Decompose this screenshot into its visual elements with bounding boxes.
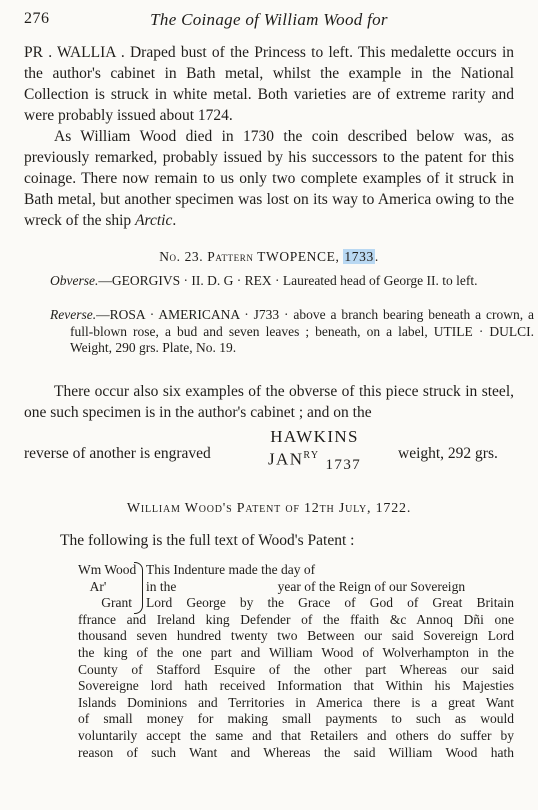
reverse-label: Reverse.	[50, 307, 97, 322]
engraving-month-sup: RY	[303, 450, 320, 461]
wood-death-paragraph	[24, 126, 514, 231]
patent-heading: William Wood's Patent of 12th July, 1722.	[126, 501, 412, 516]
steel-examples-paragraph: There occur also six examples of the obverse of this piece struck in steel, one such specimen is in the author's cabinet ; and on the	[24, 383, 514, 421]
patent-line: Sovereigne lord hath received Information that Within his Majesties	[78, 678, 514, 694]
running-title: The Coinage of William Wood for	[150, 10, 388, 29]
page-header	[24, 6, 514, 30]
page-number: 276	[24, 10, 50, 27]
engraving-name: HAWKINS	[270, 427, 359, 446]
patent-line: Islands Dominions and Territories in America there is a great Want	[78, 694, 514, 710]
patent-line: of small money for making small payments to such as would	[78, 711, 514, 727]
side-label: Ar'	[89, 578, 107, 594]
engraving-month: JAN	[268, 449, 304, 469]
pattern-year-highlight: 1733	[344, 249, 374, 264]
patent-line: the king of the one part and William Wood of Wolverhampton in the	[78, 645, 514, 660]
obverse-label: Obverse.	[50, 273, 99, 288]
pattern-heading-main: No. 23. Pattern TWOPENCE,	[159, 249, 344, 264]
patent-intro: The following is the full text of Wood's Patent :	[60, 532, 355, 549]
engraving-lead: reverse of another is engraved	[24, 445, 211, 462]
side-label: Wm Wood	[78, 562, 137, 577]
patent-line: reason of such Want and Whereas the said William Wood hath	[78, 744, 514, 760]
para2-end: .	[172, 212, 177, 229]
medalette-paragraph	[24, 42, 514, 126]
medalette-description: Draped bust of the Princess to left. This medalette occurs in the author's cabinet in Bath metal, whilst the example in the National Collection is struck in white metal. Both varieties are of extreme rarity and were probably issued about 1724.	[24, 44, 514, 124]
ship-name: Arctic	[135, 212, 173, 229]
side-label: Grant	[101, 595, 132, 611]
patent-line: Lord George by the Grace of God of Great Britain	[146, 595, 514, 611]
patent-line: This Indenture made the day of	[146, 562, 316, 577]
patent-line: voluntarily accept the same and that Retailers and others do suffer by	[78, 728, 514, 743]
engraving-weight: weight, 292 grs.	[398, 445, 498, 462]
wood-death-text: As William Wood died in 1730 the coin described below was, as previously remarked, probably issued by his successors to the patent for this coinage. There now remain to us only two complete examples of it struck in Bath metal, but another specimen was lost on its way to America owing to the wreck of the ship	[24, 128, 514, 229]
engraving-year: 1737	[325, 456, 362, 473]
patent-line: ffrance and Ireland king Defender of the ffaith &c Annoq Dñi one	[78, 611, 514, 627]
pattern-heading-end: .	[374, 249, 379, 264]
patent-line: in the year of the Reign of our Sovereign	[146, 578, 466, 594]
reverse-entry	[50, 307, 534, 357]
engraving-line	[24, 425, 514, 473]
reverse-text: —ROSA · AMERICANA · J733 · above a branch bearing beneath a crown, a full-blown rose, a bud and seven leaves ; beneath, on a label, UTILE · DULCI. Weight, 290 grs. Plate, No. 19.	[70, 307, 534, 355]
engraving-inscription	[268, 427, 361, 471]
patent-line: County of Stafford Esquire of the other part Whereas our said	[78, 661, 514, 677]
patent-line: thousand seven hundred twenty two Between our said Sovereign Lord	[78, 628, 514, 644]
legend-text: PR . WALLIA .	[24, 44, 125, 61]
obverse-entry	[50, 273, 534, 290]
pattern-heading	[24, 249, 514, 265]
obverse-text: —GEORGIVS · II. D. G · REX · Laureated head of George II. to left.	[98, 273, 478, 288]
